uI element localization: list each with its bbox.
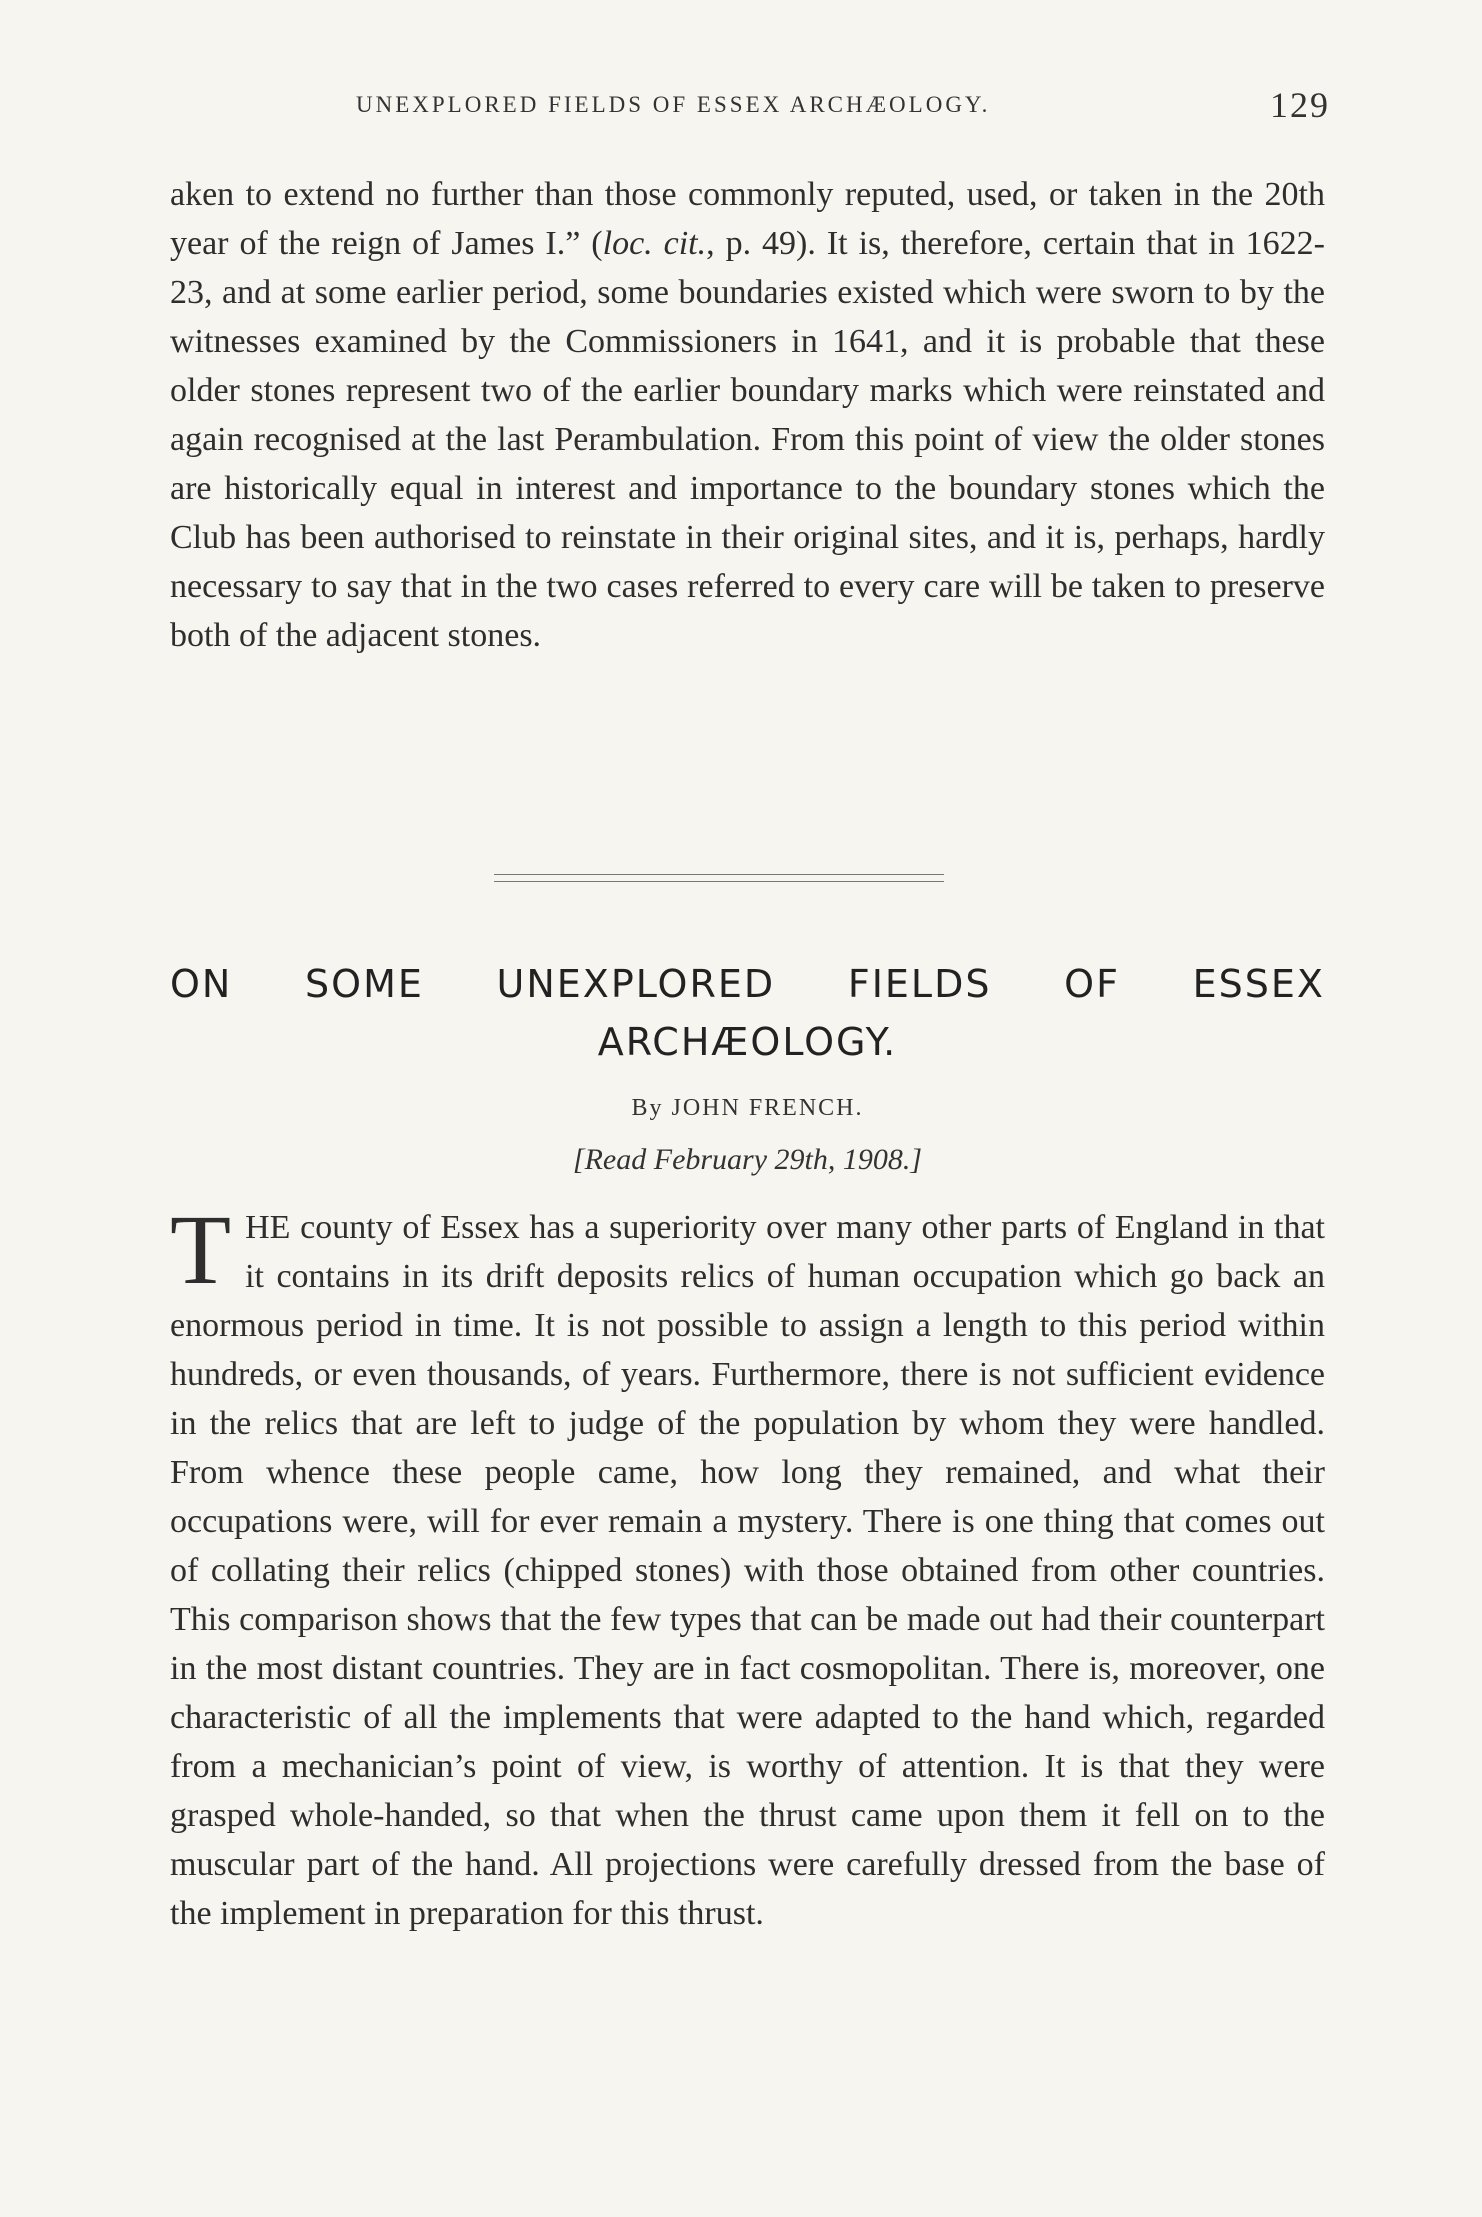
- title-word: ESSEX: [1192, 962, 1325, 1006]
- author-byline: By JOHN FRENCH.: [631, 1095, 864, 1121]
- drop-cap: T: [170, 1194, 232, 1305]
- title-word: OF: [1064, 962, 1120, 1006]
- article-title-line2: ARCHÆOLOGY.: [597, 1020, 898, 1064]
- running-head: [170, 85, 1330, 130]
- continued-paragraph: [170, 170, 1325, 660]
- title-word: FIELDS: [847, 962, 992, 1006]
- running-title: UNEXPLORED FIELDS OF ESSEX ARCHÆOLOGY.: [356, 92, 991, 117]
- page-number: 129: [1270, 85, 1330, 125]
- read-date-note: [Read February 29th, 1908.]: [572, 1143, 923, 1176]
- title-word: UNEXPLORED: [496, 962, 776, 1006]
- article-title-line1: [170, 955, 1325, 1013]
- article-body: [170, 1194, 1325, 1938]
- continued-text-end: , p. 49). It is, therefore, certain that in 1622-23, and at some earlier period, some boundaries existed which were sworn to by the witnesses examined by the Commissioners in 1641, and it is probable that these older stones represent two of the earlier boundary marks which were reinstated and again recognised at the last Perambulation. From this point of view the older stones are historically equal in interest and importance to the boundary stones which the Club has been authorised to reinstate in their original sites, and it is, perhaps, hardly necessary to say that in the two cases referred to every care will be taken to preserve both of the adjacent stones.: [170, 225, 1325, 654]
- title-word: ON: [170, 962, 233, 1006]
- article-body-text: HE county of Essex has a superiority over many other parts of England in that it contains in its drift deposits relics of human occupation which go back an enormous period in time. It is not possible to assign a length to this period within hundreds, or even thousands, of years. Furthermore, there is not sufficient evidence in the relics that are left to judge of the population by whom they were handled. From whence these people came, how long they remained, and what their occupations were, will for ever remain a mystery. There is one thing that comes out of collating their relics (chipped stones) with those obtained from other countries. This comparison shows that the few types that can be made out had their counterpart in the most distant countries. They are in fact cosmopolitan. There is, moreover, one characteristic of all the implements that were adapted to the hand which, regarded from a mechanician’s point of view, is worthy of attention. It is that they were grasped whole-handed, so that when the thrust came upon them it fell on to the muscular part of the hand. All projections were carefully dressed from the base of the implement in preparation for this thrust.: [170, 1209, 1325, 1932]
- section-divider-top: [494, 874, 944, 875]
- title-word: SOME: [305, 962, 424, 1006]
- section-divider-bottom: [494, 881, 944, 882]
- loc-cit-citation: loc. cit.: [602, 225, 707, 262]
- continued-text-start: aken to extend no further than those commonly reputed, used, or taken in the 20th year of the reign of James I.” (: [170, 176, 1325, 262]
- article-title: [170, 955, 1325, 1071]
